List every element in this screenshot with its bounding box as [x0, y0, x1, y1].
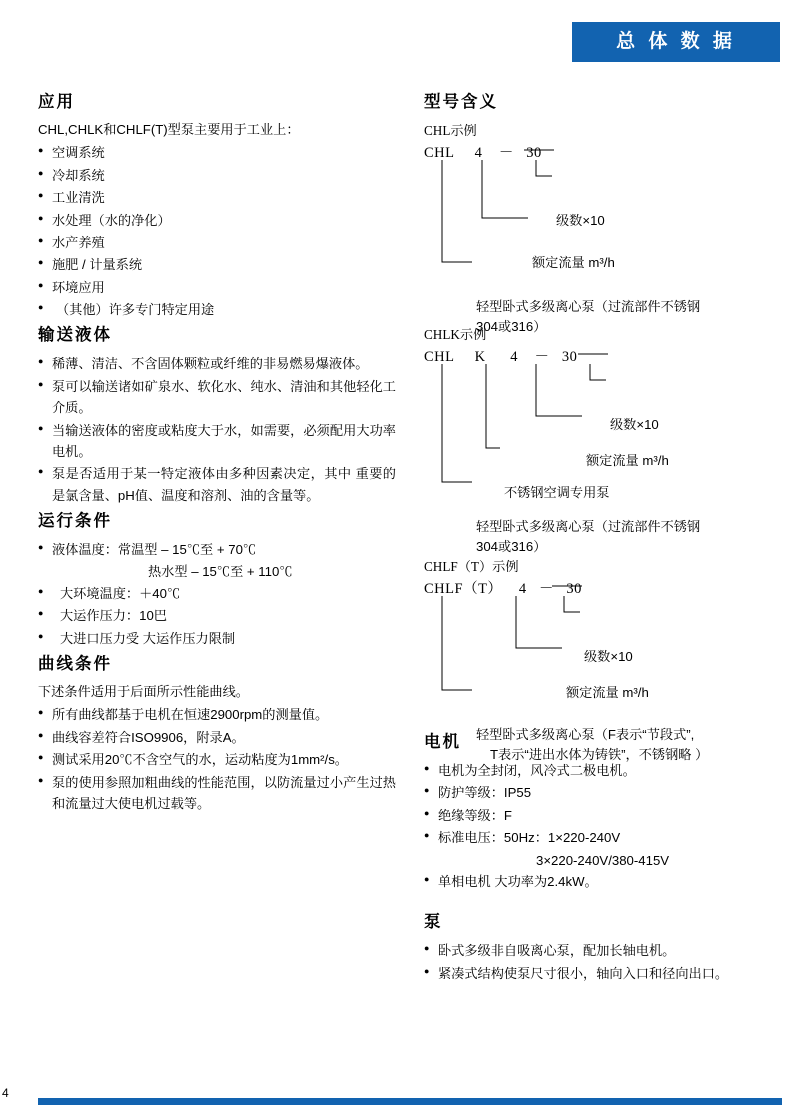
model-caption: CHLK示例 [424, 327, 487, 342]
list-item: ● 泵的使用参照加粗曲线的性能范围，以防流量过小产生过热和流量过大使电机过载等。 [38, 772, 396, 815]
list-item: ● 曲线容差符合ISO9906，附录A。 [38, 727, 396, 748]
section-heading-pump: 泵 [424, 913, 443, 932]
model-label: 级数×10 [556, 213, 605, 228]
list-item: ● （其他）许多专门特定用途 [38, 299, 396, 320]
motor-list-2 [424, 871, 784, 892]
list-item: ● 稀薄、清洁、不含固体颗粒或纤维的非易燃易爆液体。 [38, 353, 396, 374]
list-item: ● 泵是否适用于某一特定液体由多种因素决定，其中 重要的是氯含量、pH值、温度和溶剂、油的含量等。 [38, 463, 396, 506]
list-item: ● 施肥 / 计量系统 [38, 254, 396, 275]
section-heading-operating: 运行条件 [38, 512, 112, 531]
list-item: ● 水产养殖 [38, 232, 396, 253]
list-item: ● 标准电压：50Hz：1×220-240V [424, 827, 784, 848]
list-item: ● 环境应用 [38, 277, 396, 298]
model-label: 级数×10 [610, 417, 659, 432]
list-item: ● 紧凑式结构使泵尺寸很小，轴向入口和径向出口。 [424, 963, 784, 984]
model-label: 额定流量 m³/h [532, 255, 615, 270]
page-title: 总 体 数 据 [616, 31, 736, 52]
list-item: ● 防护等级：IP55 [424, 782, 784, 803]
right-column [424, 88, 784, 985]
list-item: ● 卧式多级非自吸离心泵，配加长轴电机。 [424, 940, 784, 961]
applications-intro: CHL,CHLK和CHLF(T)型泵主要用于工业上： [38, 122, 300, 137]
footer-rule [38, 1098, 782, 1105]
list-item: ● 液体温度：常温型 – 15℃至 + 70℃ [38, 539, 396, 560]
operating-sub-line: 热水型 – 15℃至 + 110℃ [148, 564, 293, 580]
model-label: 不锈钢空调专用泵 [504, 485, 610, 500]
list-item: ● 绝缘等级：F [424, 805, 784, 826]
applications-list [38, 142, 396, 320]
curves-intro: 下述条件适用于后面所示性能曲线。 [38, 683, 249, 699]
page-number: 4 [2, 1086, 9, 1100]
motor-list [424, 760, 784, 849]
list-item: ● 大运作压力：10巴 [38, 605, 396, 626]
list-item: ● 电机为全封闭，风冷式二极电机。 [424, 760, 784, 781]
section-heading-motor: 电机 [424, 733, 461, 751]
model-label: 轻型卧式多级离心泵（F表示“节段式”, [476, 727, 695, 742]
pump-list [424, 940, 784, 984]
left-column [38, 88, 396, 815]
operating-list [38, 539, 396, 560]
model-label: 级数×10 [584, 649, 633, 664]
list-item: ● 冷却系统 [38, 165, 396, 186]
model-block-chl [424, 120, 784, 334]
model-label: T表示“进出水体为铸铁”，不锈钢略 ） [490, 747, 709, 762]
model-label: 304或316） [476, 319, 547, 334]
section-heading-applications: 应用 [38, 93, 75, 111]
curves-list [38, 704, 396, 814]
operating-list-2 [38, 583, 396, 649]
model-block-chlk [424, 324, 784, 554]
model-label: 额定流量 m³/h [566, 685, 649, 700]
model-code: CHL K 4 － 30 [424, 349, 578, 365]
list-item: ● 空调系统 [38, 142, 396, 163]
section-heading-liquids: 输送液体 [38, 326, 112, 345]
list-item: ● 测试采用20℃不含空气的水，运动粘度为1mm²/s。 [38, 749, 396, 770]
list-item: ● 泵可以输送诸如矿泉水、软化水、纯水、清油和其他轻化工介质。 [38, 376, 396, 419]
list-item: ● 当输送液体的密度或粘度大于水，如需要，必须配用大功率电机。 [38, 420, 396, 463]
list-item: ● 工业清洗 [38, 187, 396, 208]
model-label: 轻型卧式多级离心泵（过流部件不锈钢 [476, 519, 701, 534]
model-label: 轻型卧式多级离心泵（过流部件不锈钢 [476, 299, 701, 314]
list-item: ● 水处理（水的净化） [38, 210, 396, 231]
list-item: ● 所有曲线都基于电机在恒速2900rpm的测量值。 [38, 704, 396, 725]
list-item: ● 单相电机 大功率为2.4kW。 [424, 871, 784, 892]
model-code: CHLF（T） 4 － 30 [424, 581, 582, 597]
model-label: 304或316） [476, 539, 547, 554]
list-item: ● 大环境温度：＋40℃ [38, 583, 396, 604]
model-caption: CHL示例 [424, 123, 477, 138]
list-item: ● 大进口压力受 大运作压力限制 [38, 628, 396, 649]
model-caption: CHLF（T）示例 [424, 559, 519, 574]
liquids-list [38, 353, 396, 506]
model-label: 额定流量 m³/h [586, 453, 669, 468]
motor-sub-line: 3×220-240V/380-415V [536, 852, 670, 868]
model-code: CHL 4 － 30 [424, 145, 542, 161]
section-heading-model: 型号含义 [424, 93, 498, 111]
section-heading-curves: 曲线条件 [38, 654, 112, 673]
